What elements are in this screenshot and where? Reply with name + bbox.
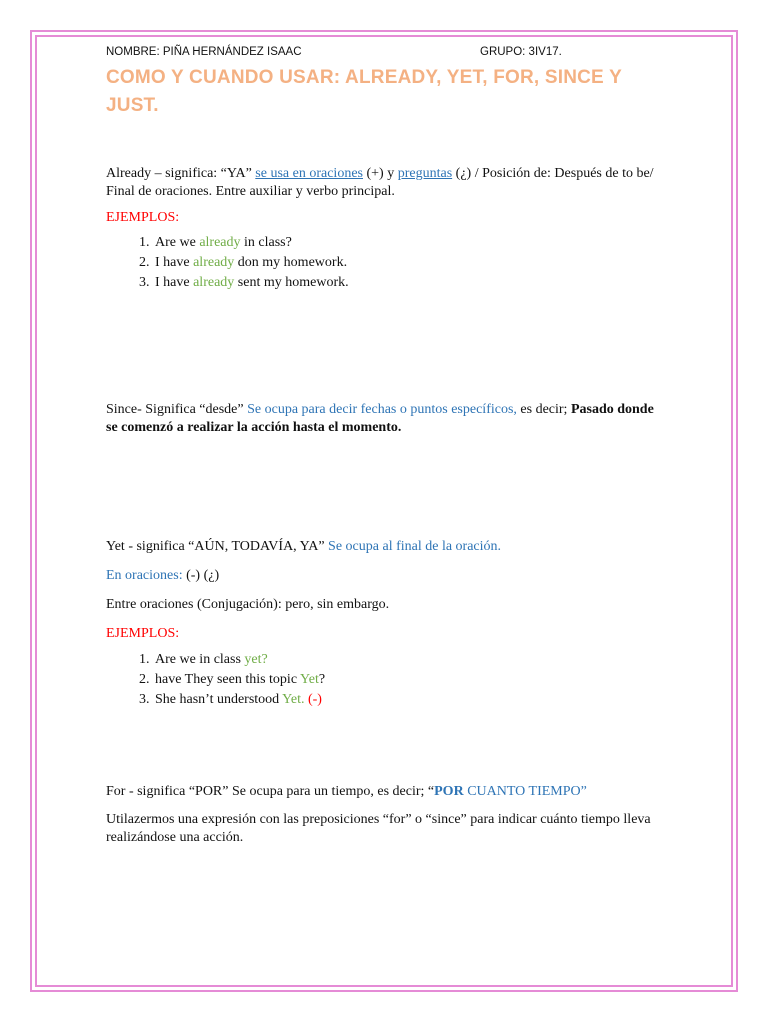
since-bold: Pasado donde se comenzó a realizar la acción hasta el momento. xyxy=(106,402,654,435)
example-text: have They seen this topic xyxy=(155,672,301,687)
yet-entre-oraciones: Entre oraciones (Conjugación): pero, sin embargo. xyxy=(106,597,390,612)
example-text: sent my homework. xyxy=(234,275,349,290)
yet-oraciones-label: En oraciones: xyxy=(106,568,183,583)
example-text: I have xyxy=(155,275,194,290)
for-highlight: CUANTO TIEMPO” xyxy=(463,784,587,799)
for-text-1: For - significa “POR” Se ocupa para un tiempo, es decir; “ xyxy=(106,784,435,799)
list-item xyxy=(153,650,666,670)
example-highlight: already xyxy=(193,255,235,270)
list-item xyxy=(153,253,666,273)
example-highlight: Yet. xyxy=(282,692,305,707)
list-item xyxy=(153,273,666,293)
for-explanation: Utilazermos una expresión con las preposiciones “for” o “since” para indicar cuánto tiempo lleva realizándose una acción. xyxy=(106,812,651,845)
example-highlight: already xyxy=(199,235,241,250)
example-highlight: already xyxy=(193,275,235,290)
example-text: don my homework. xyxy=(234,255,348,270)
already-text-3: (¿) / Posición de: Después de to be/ Final de oraciones. Entre auxiliar y verbo principal. xyxy=(106,166,654,199)
example-text: Are we in class xyxy=(155,652,245,667)
yet-oraciones xyxy=(106,567,666,585)
since-definition xyxy=(106,401,666,437)
example-text: Are we xyxy=(155,235,200,250)
already-text-2: (+) y xyxy=(362,166,398,181)
list-item xyxy=(153,233,666,253)
example-highlight: yet? xyxy=(244,652,268,667)
example-text: I have xyxy=(155,255,194,270)
yet-section xyxy=(106,538,666,710)
example-red-mark: (-) xyxy=(304,692,322,707)
since-text-2: es decir; xyxy=(516,402,571,417)
already-text-1: Already – significa: “YA” xyxy=(106,166,256,181)
already-section xyxy=(106,165,666,293)
already-link-preguntas[interactable]: preguntas xyxy=(397,166,453,181)
nombre-label: NOMBRE: PIÑA HERNÁNDEZ ISAAC xyxy=(106,46,302,58)
list-item xyxy=(153,690,666,710)
already-link-oraciones[interactable]: se usa en oraciones xyxy=(255,166,363,181)
for-definition xyxy=(106,783,666,801)
yet-text-1: Yet - significa “AÚN, TODAVÍA, YA” xyxy=(106,539,329,554)
yet-examples-list xyxy=(106,650,666,710)
yet-definition xyxy=(106,538,666,556)
document-page xyxy=(106,44,666,845)
example-text: in class? xyxy=(240,235,292,250)
already-ejemplos-label: EJEMPLOS: xyxy=(106,210,180,225)
already-examples-list xyxy=(106,233,666,293)
since-highlight: Se ocupa para decir fechas o puntos específicos, xyxy=(247,402,517,417)
list-item xyxy=(153,670,666,690)
since-text-1: Since- Significa “desde” xyxy=(106,402,248,417)
already-definition xyxy=(106,165,666,201)
example-text: ? xyxy=(318,672,326,687)
for-bold-highlight: POR xyxy=(434,784,464,799)
yet-oraciones-rest: (-) (¿) xyxy=(182,568,220,583)
grupo-label: GRUPO: 3IV17. xyxy=(480,46,562,58)
for-section xyxy=(106,783,666,847)
example-text: She hasn’t understood xyxy=(155,692,283,707)
header xyxy=(106,46,666,62)
since-section xyxy=(106,401,666,437)
example-highlight: Yet xyxy=(300,672,319,687)
yet-highlight: Se ocupa al final de la oración. xyxy=(328,539,502,554)
page-title: COMO Y CUANDO USAR: ALREADY, YET, FOR, SINCE Y JUST. xyxy=(106,67,622,116)
yet-ejemplos-label: EJEMPLOS: xyxy=(106,626,180,641)
